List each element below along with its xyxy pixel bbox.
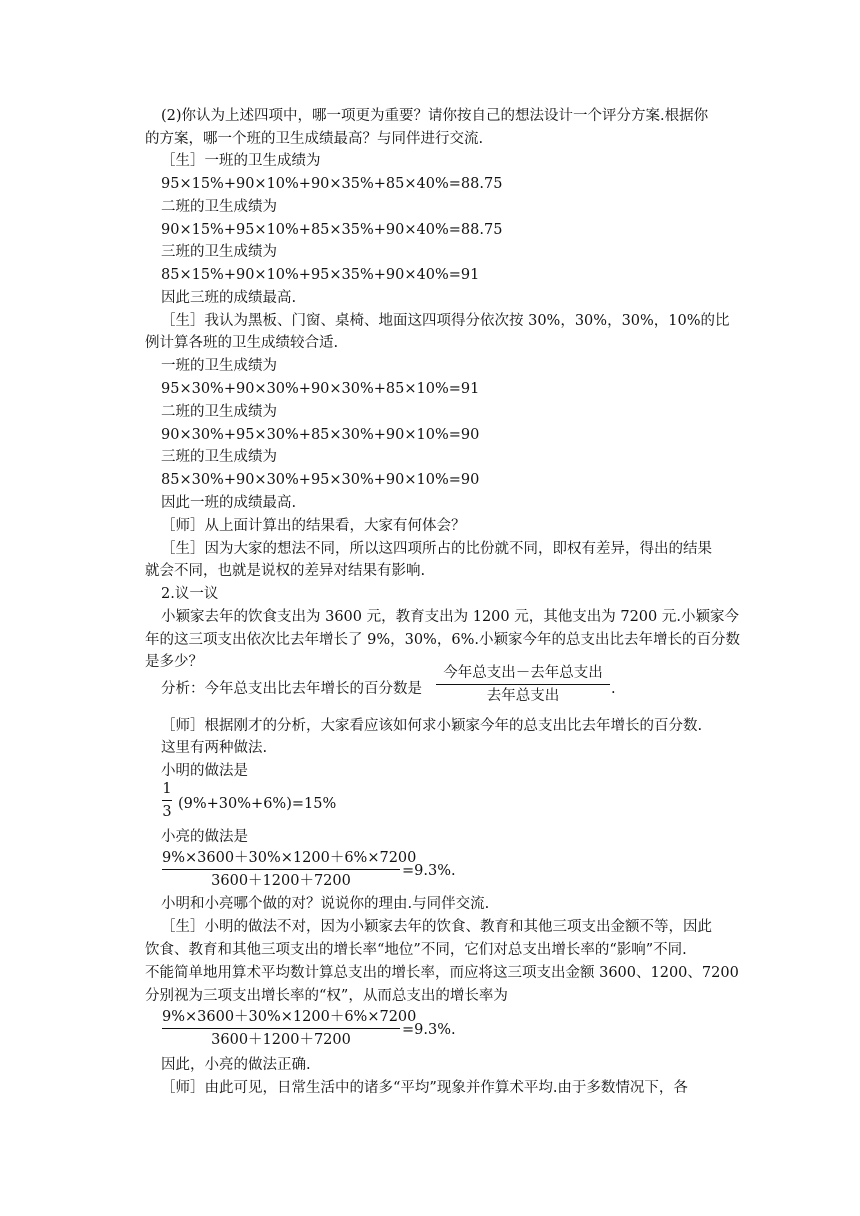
fraction-numerator: 今年总支出－去年总支出 bbox=[443, 665, 603, 681]
teacher-remark-3: ［师］由此可见，日常生活中的诸多“平均”现象并作算术平均.由于多数情况下，各 bbox=[161, 1080, 688, 1096]
weighted-growth-fraction bbox=[162, 1008, 417, 1049]
class3-label: 三班的卫生成绩为 bbox=[161, 244, 277, 260]
question-2-line-2: 的方案，哪一个班的卫生成绩最高？与同伴进行交流. bbox=[145, 131, 484, 147]
fraction-denominator: 去年总支出 bbox=[486, 688, 560, 704]
formula-class1-scheme1: 95×15%+90×10%+90×35%+85×40%=88.75 bbox=[161, 176, 503, 192]
student-answer-4-line-1: ［生］小明的做法不对，因为小颖家去年的饮食、教育和其他三项支出金额不等，因此 bbox=[161, 919, 712, 935]
teacher-remark-2-line-2: 这里有两种做法. bbox=[161, 740, 268, 756]
fraction-denominator: 3 bbox=[162, 804, 172, 820]
problem-line-3: 是多少？ bbox=[145, 654, 203, 670]
weighted-growth-result: =9.3%. bbox=[402, 1022, 456, 1038]
xiaoliang-fraction bbox=[162, 849, 417, 890]
xiaoliang-method-label: 小亮的做法是 bbox=[161, 829, 248, 845]
formula-class1-scheme2: 95×30%+90×30%+90×30%+85×10%=91 bbox=[161, 381, 480, 397]
class1-label: 一班的卫生成绩为 bbox=[161, 358, 277, 374]
section-2-title: 2.议一议 bbox=[161, 586, 219, 602]
student-answer-4-line-4: 分别视为三项支出增长率的“权”，从而总支出的增长率为 bbox=[145, 988, 508, 1004]
student-answer-1-intro: ［生］一班的卫生成绩为 bbox=[161, 153, 321, 169]
teacher-remark-1: ［师］从上面计算出的结果看，大家有何体会？ bbox=[161, 518, 466, 534]
analysis-suffix: . bbox=[611, 681, 616, 697]
xiaoliang-result: =9.3%. bbox=[402, 863, 456, 879]
analysis-prefix: 分析：今年总支出比去年增长的百分数是 bbox=[161, 681, 422, 697]
fraction-numerator: 9%×3600＋30%×1200＋6%×7200 bbox=[162, 850, 417, 866]
class2-label: 二班的卫生成绩为 bbox=[161, 404, 277, 420]
student-answer-3-line-1: ［生］因为大家的想法不同，所以这四项所占的比份就不同，即权有差异，得出的结果 bbox=[161, 541, 712, 557]
class3-label: 三班的卫生成绩为 bbox=[161, 449, 277, 465]
teacher-remark-2-line-1: ［师］根据刚才的分析，大家看应该如何求小颖家今年的总支出比去年增长的百分数. bbox=[161, 718, 703, 734]
problem-line-2: 年的这三项支出依次比去年增长了 9%，30%，6%.小颖家今年的总支出比去年增长的百分数 bbox=[145, 632, 740, 648]
conclusion-scheme1: 因此三班的成绩最高. bbox=[161, 290, 297, 306]
fraction-bar bbox=[436, 684, 610, 685]
problem-line-1: 小颖家去年的饮食支出为 3600 元，教育支出为 1200 元，其他支出为 7200 元.小颖家今 bbox=[161, 609, 739, 625]
fraction-bar bbox=[162, 1028, 400, 1029]
xiaoming-method-label: 小明的做法是 bbox=[161, 763, 248, 779]
fraction-numerator: 1 bbox=[162, 781, 172, 797]
question-2-line-1: (2)你认为上述四项中，哪一项更为重要？请你按自己的想法设计一个评分方案.根据你 bbox=[161, 108, 709, 124]
formula-class3-scheme1: 85×15%+90×10%+95×35%+90×40%=91 bbox=[161, 267, 480, 283]
student-answer-4-line-3: 不能简单地用算术平均数计算总支出的增长率，而应将这三项支出金额 3600、1200、7200 bbox=[145, 965, 739, 981]
one-third-fraction bbox=[162, 780, 172, 821]
comparison-question: 小明和小亮哪个做的对？说说你的理由.与同伴交流. bbox=[161, 896, 490, 912]
xiaoming-expression: (9%+30%+6%)=15% bbox=[178, 796, 337, 812]
fraction-bar bbox=[162, 869, 400, 870]
student-answer-2-line-2: 例计算各班的卫生成绩较合适. bbox=[145, 335, 339, 351]
student-answer-3-line-2: 就会不同，也就是说权的差异对结果有影响. bbox=[145, 563, 426, 579]
formula-class2-scheme1: 90×15%+95×10%+85×35%+90×40%=88.75 bbox=[161, 222, 503, 238]
student-answer-4-line-2: 饮食、教育和其他三项支出的增长率“地位”不同，它们对总支出增长率的“影响”不同. bbox=[145, 942, 687, 958]
fraction-numerator: 9%×3600＋30%×1200＋6%×7200 bbox=[162, 1009, 417, 1025]
analysis-fraction bbox=[436, 664, 610, 705]
fraction-denominator: 3600＋1200＋7200 bbox=[211, 1032, 351, 1048]
class2-label: 二班的卫生成绩为 bbox=[161, 199, 277, 215]
formula-class2-scheme2: 90×30%+95×30%+85×30%+90×10%=90 bbox=[161, 427, 480, 443]
conclusion-scheme2: 因此一班的成绩最高. bbox=[161, 495, 297, 511]
student-answer-2-line-1: ［生］我认为黑板、门窗、桌椅、地面这四项得分依次按 30%，30%，30%，10%的比 bbox=[161, 313, 730, 329]
fraction-bar bbox=[162, 800, 172, 801]
fraction-denominator: 3600＋1200＋7200 bbox=[211, 873, 351, 889]
conclusion-xiaoliang-correct: 因此，小亮的做法正确. bbox=[161, 1057, 311, 1073]
formula-class3-scheme2: 85×30%+90×30%+95×30%+90×10%=90 bbox=[161, 472, 480, 488]
